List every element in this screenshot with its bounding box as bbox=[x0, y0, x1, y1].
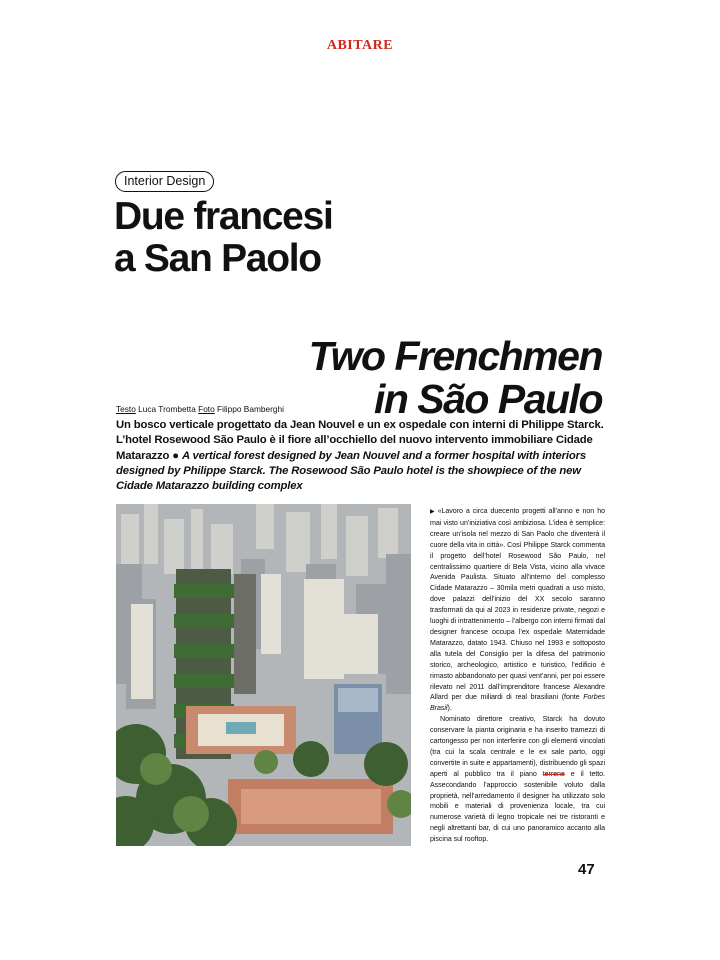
english-title-line-2: in São Paulo bbox=[373, 376, 602, 422]
standfirst-english: A vertical forest designed by Jean Nouvel and a former hospital with interiors designed by Philippe Starck. The Rosewood São Paulo hotel is the showpiece of the new Cidade Matarazzo building complex bbox=[116, 449, 587, 493]
credit-text-author: Luca Trombetta bbox=[138, 404, 196, 414]
italian-title-line-1: Due francesi bbox=[114, 195, 333, 238]
paragraph-2-text-b: e il tetto. Assecondando l’approccio sostenibile voluto dalla proprietà, nell’arredamento il designer ha utilizzato solo mobili e materiali di provenienza locale, tra cui numerose varietà di legno tropicale nei tre ristoranti e negli altrettanti bar, di cui uno panoramico accanto alla piscina sul rooftop. bbox=[430, 769, 605, 844]
standfirst-italian: Un bosco verticale progettato da Jean Nouvel e un ex ospedale con interni di Philippe Starck. L’hotel Rosewood São Paulo è il fiore all’occhiello del nuovo intervento immobiliare Cidade Matarazzo bbox=[116, 419, 604, 462]
credit-photo-author: Filippo Bamberghi bbox=[217, 404, 284, 414]
bullet-separator: ● bbox=[172, 449, 179, 462]
english-title-line-1: Two Frenchmen bbox=[308, 333, 602, 379]
aerial-city-illustration bbox=[116, 504, 411, 846]
page-number: 47 bbox=[578, 861, 595, 878]
struck-word: terrene bbox=[542, 769, 565, 778]
paragraph-1-source: Forbes Brasil bbox=[430, 693, 605, 713]
credits-line bbox=[116, 404, 284, 414]
italian-title-line-2: a San Paolo bbox=[114, 237, 321, 280]
paragraph-1-end: ). bbox=[447, 704, 452, 713]
paragraph-2 bbox=[430, 714, 605, 845]
section-tag: Interior Design bbox=[115, 171, 214, 192]
italian-title bbox=[114, 196, 333, 280]
credit-text-label: Testo bbox=[116, 404, 136, 414]
credit-photo-label: Foto bbox=[198, 404, 215, 414]
magazine-masthead: ABITARE bbox=[326, 38, 394, 53]
article-body bbox=[430, 506, 605, 845]
start-marker-icon: ▶ bbox=[430, 509, 435, 515]
aerial-city-photo bbox=[116, 504, 411, 846]
paragraph-1 bbox=[430, 506, 605, 714]
english-title bbox=[309, 335, 602, 421]
paragraph-2-text-a: Nominato direttore creativo, Starck ha dovuto conservare la pianta originaria e ha inserito tramezzi di cartongesso per non interferire con gli elementi vincolati (tra cui la scala centrale e le ex sale parto, oggi convertite in suite e appartamenti), distribuendo gli spazi aperti al pubblico tra il piano bbox=[430, 715, 605, 778]
paragraph-1-text: «Lavoro a circa duecento progetti all’anno e non ho mai visto un’iniziativa così ambiziosa. L’idea è semplice: creare un’isola nel mezzo di San Paolo che diventerà il cuore della vita in città». Così Philippe Starck commenta il progetto dell’hotel Rosewood São Paulo, nel centralissimo quartiere di Bela Vista, vicino alla vivace Avenida Paulista. Situato all’interno del complesso Cidade Matarazzo – 30mila metri quadrati a uso misto, dove palazzi dell’inizio del XX secolo saranno trasformati da qui al 2023 in residenze private, negozi e luoghi di intrattenimento – l’albergo con interni firmati dal designer francese occupa l’ex ospedale Maternidade Matarazzo, datato 1943. Chiuso nel 1993 e sottoposto alla tutela del Consiglio per la difesa del patrimonio storico, archeologico, artistico e turistico, l’edificio è rimasto abbandonato per quasi vent’anni, per poi essere rilevato nel 2011 dall’imprenditore francese Alexandre Allard per due miliardi di real brasiliani (fonte bbox=[430, 507, 605, 702]
standfirst bbox=[116, 418, 611, 494]
